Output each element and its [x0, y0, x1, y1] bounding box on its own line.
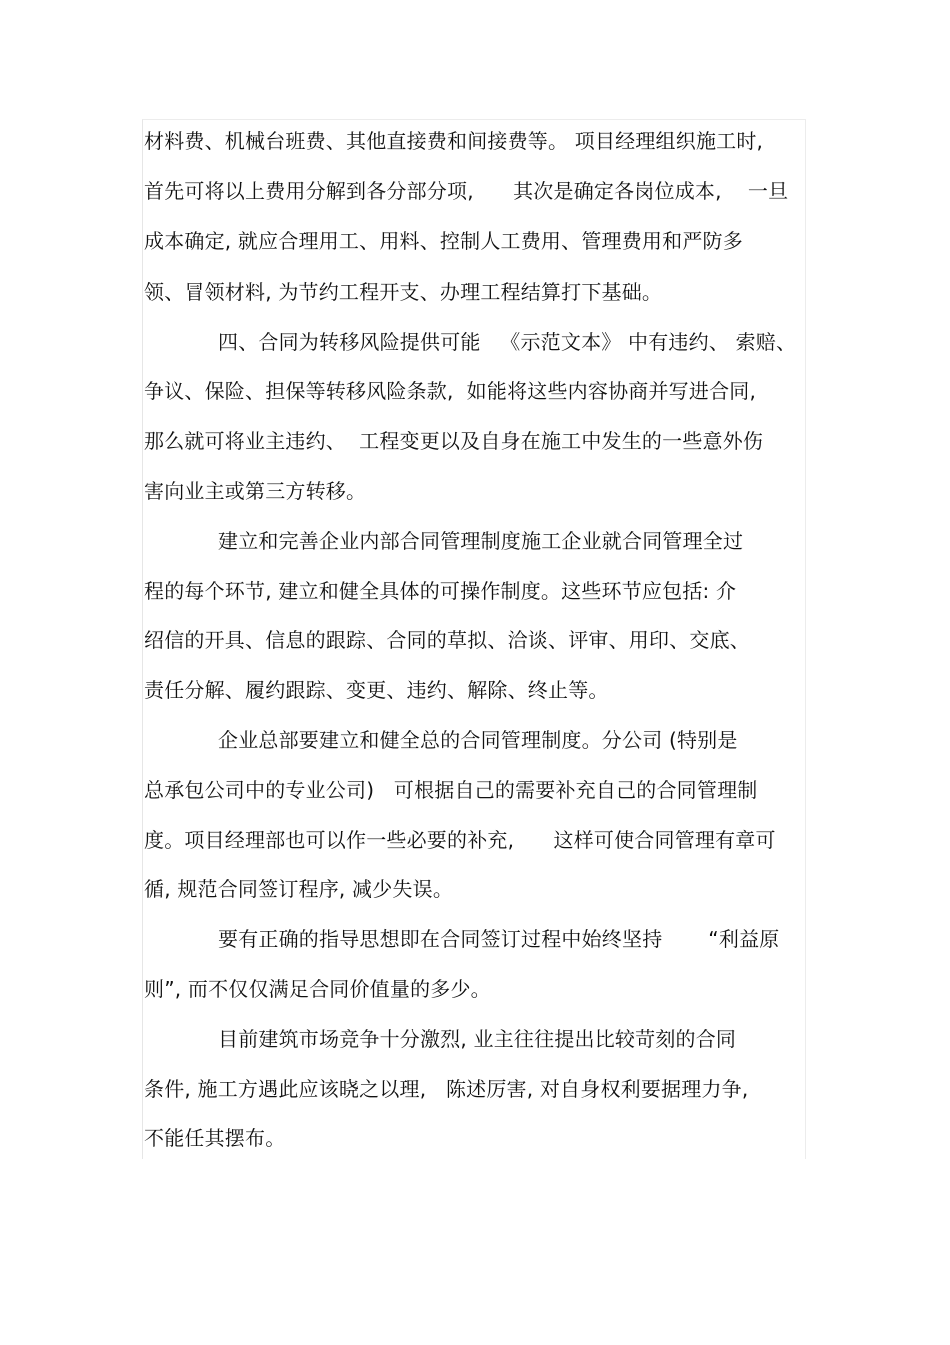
text-line-13: 企业总部要建立和健全总的合同管理制度。分公司 (特别是: [218, 728, 738, 752]
text-line-11: 绍信的开具、信息的跟踪、合同的草拟、洽谈、评审、用印、交底、: [144, 628, 750, 652]
text-line-17: 要有正确的指导思想即在合同签订过程中始终坚持 “利益原: [218, 927, 780, 951]
text-line-1: 材料费、机械台班费、其他直接费和间接费等。 项目经理组织施工时,: [144, 129, 764, 153]
text-line-16: 循, 规范合同签订程序, 减少失误。: [144, 877, 454, 901]
text-line-10: 程的每个环节, 建立和健全具体的可操作制度。这些环节应包括: 介: [144, 579, 737, 603]
text-line-6: 争议、保险、担保等转移风险条款, 如能将这些内容协商并写进合同,: [144, 379, 757, 403]
text-line-9: 建立和完善企业内部合同管理制度施工企业就合同管理全过: [218, 529, 744, 553]
text-line-19: 目前建筑市场竞争十分激烈, 业主往往提出比较苛刻的合同: [218, 1027, 737, 1051]
text-line-18: 则”, 而不仅仅满足合同价值量的多少。: [144, 977, 491, 1001]
text-line-8: 害向业主或第三方转移。: [144, 479, 367, 503]
text-line-14: 总承包公司中的专业公司) 可根据自己的需要补充自己的合同管理制: [144, 778, 758, 802]
text-line-20: 条件, 施工方遇此应该晓之以理, 陈述厉害, 对自身权利要据理力争,: [144, 1077, 749, 1101]
text-line-21: 不能任其摆布。: [144, 1126, 286, 1150]
text-line-5: 四、合同为转移风险提供可能 《示范文本》 中有违约、 索赔、: [218, 330, 797, 354]
text-line-12: 责任分解、履约跟踪、变更、违约、解除、终止等。: [144, 678, 609, 702]
text-line-2: 首先可将以上费用分解到各分部分项, 其次是确定各岗位成本, 一旦: [144, 179, 789, 203]
text-line-7: 那么就可将业主违约、 工程变更以及自身在施工中发生的一些意外伤: [144, 429, 764, 453]
text-line-4: 领、冒领材料, 为节约工程开支、办理工程结算打下基础。: [144, 280, 663, 304]
text-line-3: 成本确定, 就应合理用工、用料、控制人工费用、管理费用和严防多: [144, 229, 743, 253]
text-line-15: 度。项目经理部也可以作一些必要的补充, 这样可使合同管理有章可: [144, 828, 776, 852]
